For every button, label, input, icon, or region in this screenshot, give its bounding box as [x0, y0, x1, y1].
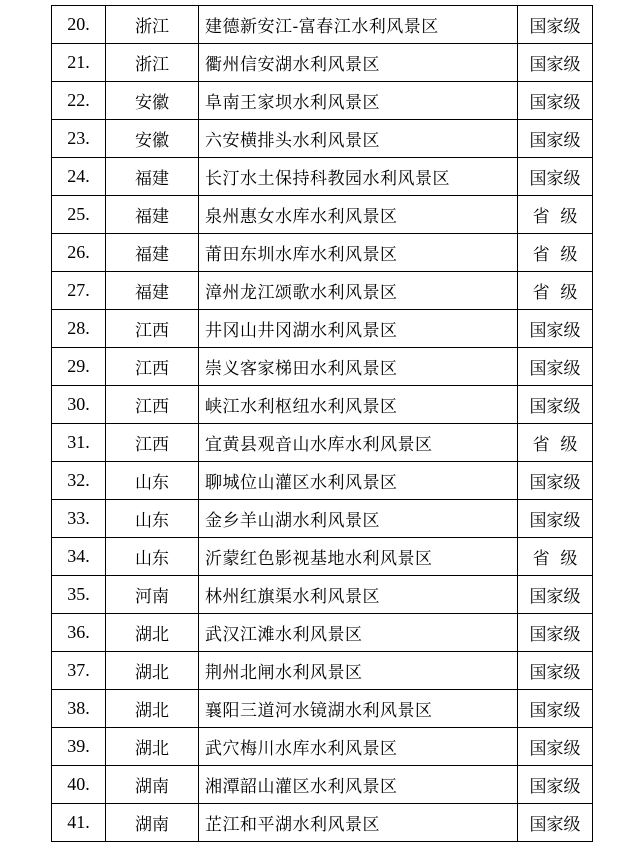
- province-cell: 江西: [106, 386, 199, 424]
- level-cell: 国家级: [518, 310, 593, 348]
- scenic-area-name-cell: 沂蒙红色影视基地水利风景区: [199, 538, 518, 576]
- row-number: 32.: [52, 462, 106, 500]
- province-cell: 湖北: [106, 614, 199, 652]
- table-row: [52, 120, 593, 158]
- level-cell: 省 级: [518, 424, 593, 462]
- row-number: 21.: [52, 44, 106, 82]
- province-cell: 江西: [106, 348, 199, 386]
- table-row: [52, 614, 593, 652]
- row-number: 26.: [52, 234, 106, 272]
- row-number: 41.: [52, 804, 106, 842]
- table-row: [52, 310, 593, 348]
- province-cell: 安徽: [106, 82, 199, 120]
- province-cell: 山东: [106, 538, 199, 576]
- table-row: [52, 538, 593, 576]
- scenic-area-name-cell: 井冈山井冈湖水利风景区: [199, 310, 518, 348]
- scenic-area-name-cell: 荆州北闸水利风景区: [199, 652, 518, 690]
- row-number: 25.: [52, 196, 106, 234]
- level-cell: 国家级: [518, 728, 593, 766]
- province-cell: 福建: [106, 234, 199, 272]
- table-body: [52, 6, 593, 842]
- province-cell: 山东: [106, 462, 199, 500]
- province-cell: 安徽: [106, 120, 199, 158]
- level-cell: 国家级: [518, 766, 593, 804]
- scenic-area-name-cell: 阜南王家坝水利风景区: [199, 82, 518, 120]
- scenic-area-name-cell: 宜黄县观音山水库水利风景区: [199, 424, 518, 462]
- row-number: 29.: [52, 348, 106, 386]
- table-row: [52, 196, 593, 234]
- level-cell: 省 级: [518, 272, 593, 310]
- table-row: [52, 386, 593, 424]
- table-row: [52, 728, 593, 766]
- table-row: [52, 158, 593, 196]
- level-cell: 国家级: [518, 652, 593, 690]
- province-cell: 福建: [106, 196, 199, 234]
- level-cell: 国家级: [518, 44, 593, 82]
- row-number: 35.: [52, 576, 106, 614]
- scenic-area-name-cell: 长汀水土保持科教园水利风景区: [199, 158, 518, 196]
- row-number: 37.: [52, 652, 106, 690]
- province-cell: 福建: [106, 158, 199, 196]
- table-row: [52, 272, 593, 310]
- scenic-area-name-cell: 衢州信安湖水利风景区: [199, 44, 518, 82]
- level-cell: 省 级: [518, 538, 593, 576]
- level-cell: 国家级: [518, 386, 593, 424]
- level-cell: 国家级: [518, 462, 593, 500]
- level-cell: 国家级: [518, 158, 593, 196]
- row-number: 20.: [52, 6, 106, 44]
- row-number: 34.: [52, 538, 106, 576]
- table-row: [52, 804, 593, 842]
- province-cell: 河南: [106, 576, 199, 614]
- scenic-area-name-cell: 武穴梅川水库水利风景区: [199, 728, 518, 766]
- row-number: 23.: [52, 120, 106, 158]
- table-row: [52, 6, 593, 44]
- scenic-area-name-cell: 湘潭韶山灌区水利风景区: [199, 766, 518, 804]
- province-cell: 湖南: [106, 804, 199, 842]
- scenic-area-table: [51, 5, 593, 842]
- row-number: 30.: [52, 386, 106, 424]
- level-cell: 省 级: [518, 234, 593, 272]
- row-number: 40.: [52, 766, 106, 804]
- province-cell: 江西: [106, 310, 199, 348]
- scenic-area-name-cell: 聊城位山灌区水利风景区: [199, 462, 518, 500]
- table-row: [52, 690, 593, 728]
- level-cell: 国家级: [518, 576, 593, 614]
- row-number: 22.: [52, 82, 106, 120]
- scenic-area-name-cell: 金乡羊山湖水利风景区: [199, 500, 518, 538]
- level-cell: 国家级: [518, 120, 593, 158]
- level-cell: 国家级: [518, 6, 593, 44]
- level-cell: 国家级: [518, 690, 593, 728]
- scenic-area-name-cell: 泉州惠女水库水利风景区: [199, 196, 518, 234]
- table-row: [52, 462, 593, 500]
- level-cell: 国家级: [518, 82, 593, 120]
- province-cell: 江西: [106, 424, 199, 462]
- table-row: [52, 348, 593, 386]
- row-number: 24.: [52, 158, 106, 196]
- row-number: 39.: [52, 728, 106, 766]
- province-cell: 福建: [106, 272, 199, 310]
- row-number: 27.: [52, 272, 106, 310]
- table-row: [52, 82, 593, 120]
- province-cell: 湖北: [106, 690, 199, 728]
- scenic-area-name-cell: 崇义客家梯田水利风景区: [199, 348, 518, 386]
- row-number: 31.: [52, 424, 106, 462]
- scenic-area-name-cell: 峡江水利枢纽水利风景区: [199, 386, 518, 424]
- row-number: 38.: [52, 690, 106, 728]
- table-row: [52, 500, 593, 538]
- province-cell: 湖北: [106, 652, 199, 690]
- scenic-area-name-cell: 芷江和平湖水利风景区: [199, 804, 518, 842]
- scenic-area-name-cell: 莆田东圳水库水利风景区: [199, 234, 518, 272]
- province-cell: 浙江: [106, 6, 199, 44]
- table-row: [52, 652, 593, 690]
- table-row: [52, 424, 593, 462]
- scenic-area-name-cell: 六安横排头水利风景区: [199, 120, 518, 158]
- row-number: 36.: [52, 614, 106, 652]
- scenic-area-name-cell: 建德新安江-富春江水利风景区: [199, 6, 518, 44]
- level-cell: 国家级: [518, 500, 593, 538]
- level-cell: 省 级: [518, 196, 593, 234]
- row-number: 33.: [52, 500, 106, 538]
- level-cell: 国家级: [518, 614, 593, 652]
- province-cell: 山东: [106, 500, 199, 538]
- table-row: [52, 44, 593, 82]
- scenic-area-name-cell: 襄阳三道河水镜湖水利风景区: [199, 690, 518, 728]
- table-row: [52, 576, 593, 614]
- province-cell: 湖南: [106, 766, 199, 804]
- scenic-area-name-cell: 林州红旗渠水利风景区: [199, 576, 518, 614]
- table-row: [52, 766, 593, 804]
- level-cell: 国家级: [518, 348, 593, 386]
- province-cell: 浙江: [106, 44, 199, 82]
- level-cell: 国家级: [518, 804, 593, 842]
- row-number: 28.: [52, 310, 106, 348]
- scenic-area-name-cell: 漳州龙江颂歌水利风景区: [199, 272, 518, 310]
- province-cell: 湖北: [106, 728, 199, 766]
- table-row: [52, 234, 593, 272]
- scenic-area-name-cell: 武汉江滩水利风景区: [199, 614, 518, 652]
